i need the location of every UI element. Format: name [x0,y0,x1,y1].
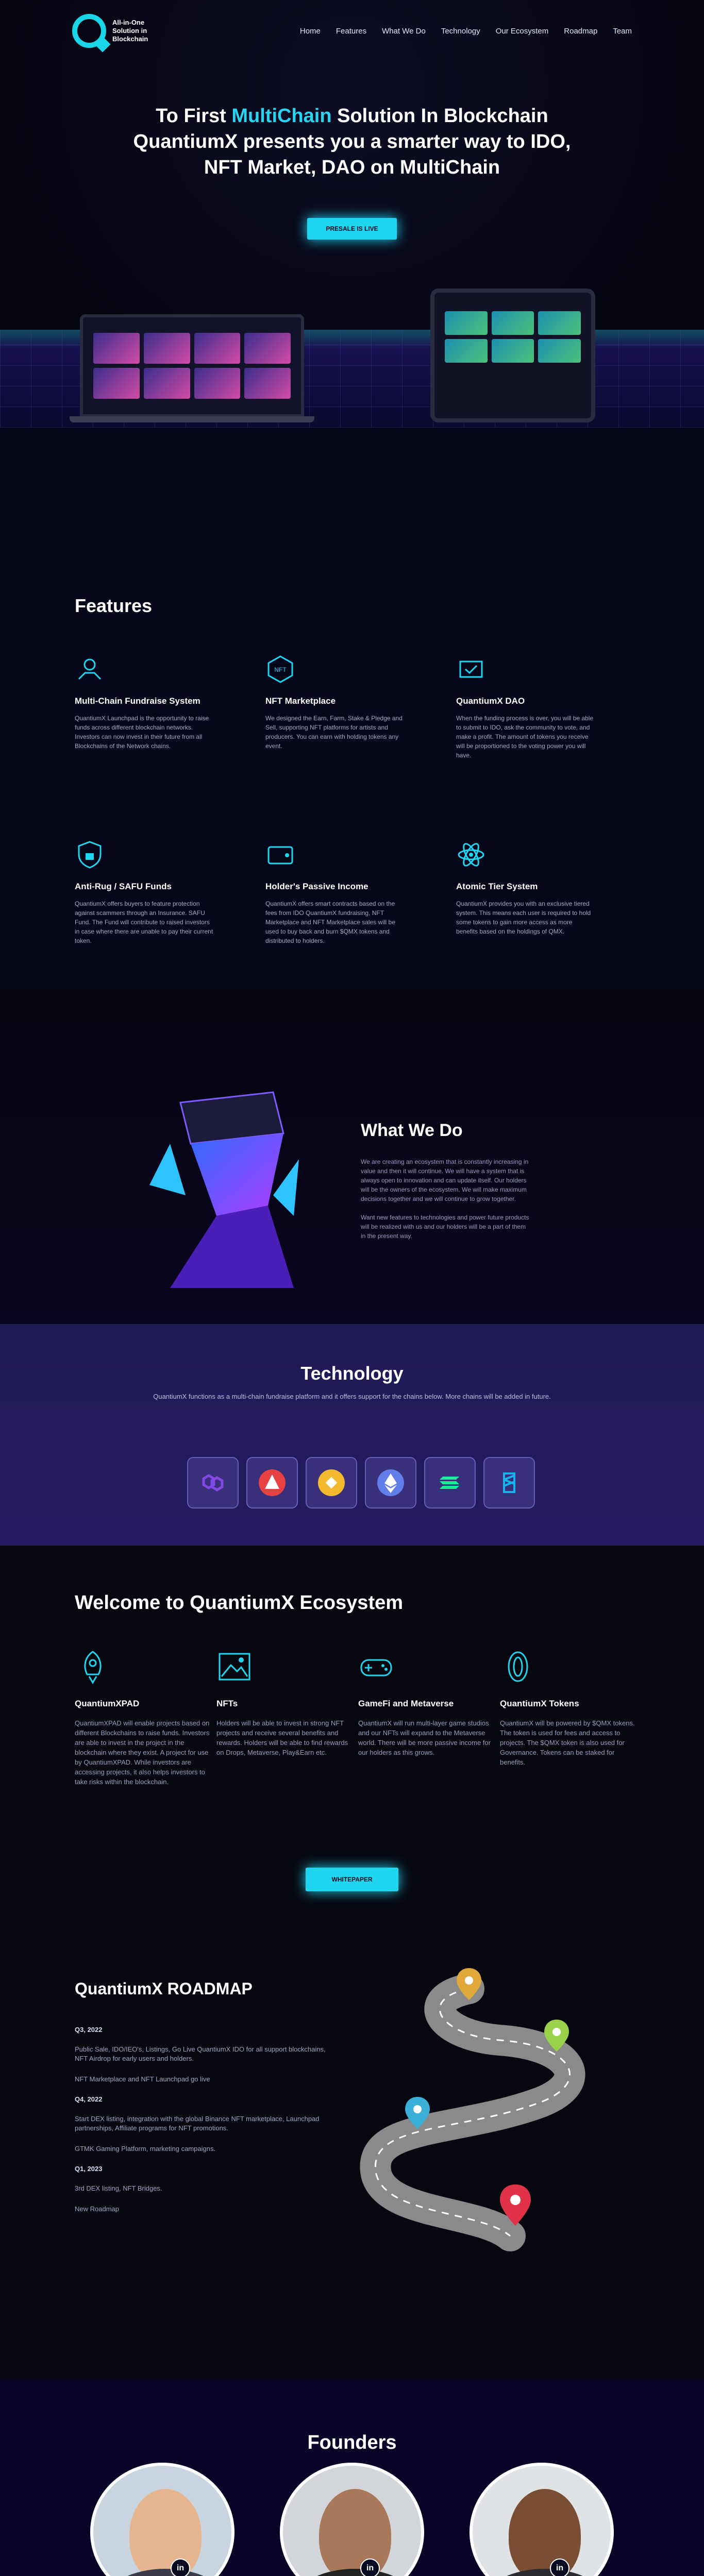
roadmap-road-illustration [356,1968,634,2257]
avatar-face [129,2489,202,2576]
feature-desc: When the funding process is over, you will be able to submit to IDO, ask the community to vote, and make a profit. The amount of tokens you receive will be proportioned to the voting power you will have. [456,715,594,759]
ecosystem-card-desc: QuantiumX will be powered by $QMX tokens. The token is used for fees and access to projects. The $QMX token is also used for Governance. Tokens can be staked for benefits. [500,1719,635,1766]
feature-card [265,654,405,751]
tablet-screen-card [445,339,488,363]
roadmap-item: Start DEX listing, integration with the global Binance NFT marketplace, Launchpad partnerships, Affiliate programs for NFT promotions. [75,2115,320,2132]
linkedin-icon[interactable]: in [171,2558,190,2576]
nav-links [300,27,632,36]
features-title: Features [75,595,153,616]
feature-desc: QuantiumX Launchpad is the opportunity to raise funds across different blockchain networks. Investors can now invest in their future from all Blockchains of the Network chains. [75,715,209,750]
hero-section [0,0,704,428]
technology-section [0,1324,704,1546]
feature-title: Anti-Rug / SAFU Funds [75,882,172,891]
founder-card [470,2463,614,2576]
ecosystem-card-title: GameFi and Metaverse [358,1699,454,1708]
feature-title: NFT Marketplace [265,696,336,706]
navbar [72,10,632,52]
ethereum-icon [365,1457,416,1509]
roadmap-list [75,2019,332,2225]
logo-text: All-in-One Solution in Blockchain [112,19,148,43]
roadmap-item: NFT Marketplace and NFT Launchpad go live [75,2075,210,2083]
roadmap-item: GTMK Gaming Platform, marketing campaigns. [75,2145,216,2153]
avatar-face [509,2489,581,2576]
avatar [90,2463,234,2576]
hero-title [0,103,704,180]
roadmap-quarter: Q1, 2023 [75,2165,103,2173]
feature-card [75,654,214,751]
ecosystem-card-title: NFTs [216,1699,238,1708]
avatar-body [485,2569,604,2576]
roadmap-item: New Roadmap [75,2205,119,2213]
ecosystem-card-desc: QuantiumX will run multi-layer game studios and our NFTs will expand to the Metaverse world. There will be more passive income for our holders as this grows. [358,1719,491,1756]
what-we-do-para: Want new features to technologies and power future products will be realized with us and our holders will be a part of them in the present way. [361,1214,529,1240]
chain-icons [187,1457,535,1509]
ecosystem-title: Welcome to QuantiumX Ecosystem [75,1592,404,1614]
hero-title-accent: MultiChain [231,105,332,127]
feature-desc: QuantiumX provides you with an exclusive tiered system. This means each user is required to hold some tokens to gain more access as more benefits based on the holdings of QMX. [456,900,591,935]
laptop-screen-card [93,333,140,364]
founders-title: Founders [307,2432,397,2453]
tablet-screen-card [492,311,534,335]
gamepad-icon [358,1649,394,1685]
feature-title: Multi-Chain Fundraise System [75,696,200,706]
hero-title-line3: NFT Market, DAO on MultiChain [204,157,500,178]
nav-technology[interactable]: Technology [441,26,480,36]
token-icon [500,1649,536,1685]
ecosystem-card [216,1649,356,1757]
shield-lock-icon [75,840,105,870]
image-icon [216,1649,253,1685]
tablet-screen-card [538,311,581,335]
laptop-screen-card [144,368,190,399]
dao-icon [456,654,486,684]
laptop-screen-card [194,368,241,399]
laptop-screen-card [144,333,190,364]
nav-features[interactable]: Features [336,26,367,36]
ecosystem-card [358,1649,497,1757]
nft-icon [265,654,295,684]
bnb-icon [306,1457,357,1509]
roadmap-quarter: Q3, 2022 [75,2026,103,2033]
avatar [280,2463,424,2576]
linkedin-icon[interactable]: in [360,2558,380,2576]
roadmap-quarter: Q4, 2022 [75,2095,103,2103]
tablet-mockup [430,289,595,422]
nav-roadmap[interactable]: Roadmap [564,26,598,36]
avatar [470,2463,614,2576]
nav-home[interactable]: Home [299,26,321,36]
tablet-screen-card [492,339,534,363]
feature-card [456,654,595,760]
feature-desc: QuantiumX offers buyers to feature protection against scammers through an Insurance. SAFU Fund. The Fund will contribute to raised investors in case where there are unable to pay their current token. [75,900,213,944]
nav-what-we-do[interactable]: What We Do [382,26,426,36]
ecosystem-section [0,1546,704,1906]
what-we-do-section [0,989,704,1324]
atom-icon [456,840,486,870]
tablet-screen-card [538,339,581,363]
feature-desc: We designed the Earn, Farm, Stake & Pledge and Sell, supporting NFT platforms for artists and producers. You can earn with holding tokens any event. [265,715,403,750]
whitepaper-button[interactable]: WHITEPAPER [306,1868,398,1891]
avatar-face [319,2489,391,2576]
roadmap-title: QuantiumX ROADMAP [75,1979,253,1998]
features-section [0,541,704,989]
vr-headset-illustration [139,1072,304,1288]
avatar-body [106,2569,225,2576]
roadmap-section [0,1906,704,2380]
feature-desc: QuantiumX offers smart contracts based on the fees from IDO QuantiumX fundraising, NFT Marketplace and NFT Marketplace sales will be used to buy back and burn $QMX tokens and distributed to holders. [265,900,395,944]
laptop-screen-card [93,368,140,399]
tablet-screen-card [445,311,488,335]
feature-title: Holder's Passive Income [265,882,368,891]
roadmap-item: 3rd DEX listing, NFT Bridges. [75,2184,162,2192]
founder-card [280,2463,424,2576]
roadmap-item: Public Sale, IDO/IEO's, Listings, Go Live QuantiumX IDO for all support blockchains, NFT Airdrop for early users and holders. [75,2045,326,2062]
hands-coins-icon [75,654,105,684]
rocket-icon [75,1649,111,1685]
what-we-do-para: We are creating an ecosystem that is constantly increasing in value and then it will continue. We will have a system that is always open to innovation and can update itself. Our holders will be the owners of the ecosystem. We will make maximum decisions together and we will continue to grow together. [361,1158,529,1202]
feature-title: QuantiumX DAO [456,696,525,706]
ecosystem-card-title: QuantiumXPAD [75,1699,140,1708]
quantiumx-logo-icon [72,14,106,48]
hero-title-line2: QuantiumX presents you a smarter way to IDO, [133,131,571,152]
nav-team[interactable]: Team [613,26,632,36]
laptop-screen-card [194,333,241,364]
logo[interactable] [72,14,169,48]
feature-card [456,840,595,936]
linkedin-icon[interactable]: in [550,2558,569,2576]
what-we-do-title: What We Do [361,1121,463,1140]
laptop-screen-card [244,333,291,364]
nav-our-ecosystem[interactable]: Our Ecosystem [495,26,549,36]
ecosystem-card-desc: QuantiumXPAD will enable projects based on different Blockchains to raise funds. Investors are able to invest in the project in the blockchain where they exist. A project for use by QuantiumXPAD. While investors are accessing projects, it also helps investors to take risks within the blockchain. [75,1719,210,1786]
laptop-screen-card [244,368,291,399]
technology-subtitle: QuantiumX functions as a multi-chain fundraise platform and it offers support for the chains below. More chains will be added in future. [153,1393,551,1400]
technology-title: Technology [300,1363,404,1384]
hero-title-suffix: Solution In Blockchain [331,105,548,127]
what-we-do-text [361,1157,531,1241]
svg-text:NFT: NFT [274,666,287,673]
feature-title: Atomic Tier System [456,882,538,891]
ecosystem-card [75,1649,214,1787]
feature-card [265,840,405,945]
feature-card [75,840,214,945]
fantom-icon [483,1457,535,1509]
ecosystem-card-desc: Holders will be able to invest in strong NFT projects and receive several benefits and rewards. Holders will be able to find rewards on Drops, Metaverse, Play&Earn etc. [216,1719,348,1756]
ecosystem-card-title: QuantiumX Tokens [500,1699,579,1708]
polygon-icon [187,1457,239,1509]
avatar-body [296,2569,414,2576]
wallet-icon [265,840,295,870]
laptop-mockup [80,314,304,417]
laptop-screen [83,317,301,414]
avalanche-icon [246,1457,298,1509]
solana-icon [424,1457,476,1509]
tablet-screen [443,301,583,373]
ecosystem-card [500,1649,639,1767]
presale-button[interactable]: PRESALE IS LIVE [307,218,397,240]
laptop-base [70,416,314,422]
founder-card [90,2463,234,2576]
hero-title-prefix: To First [156,105,232,127]
people-section [0,2380,704,2576]
